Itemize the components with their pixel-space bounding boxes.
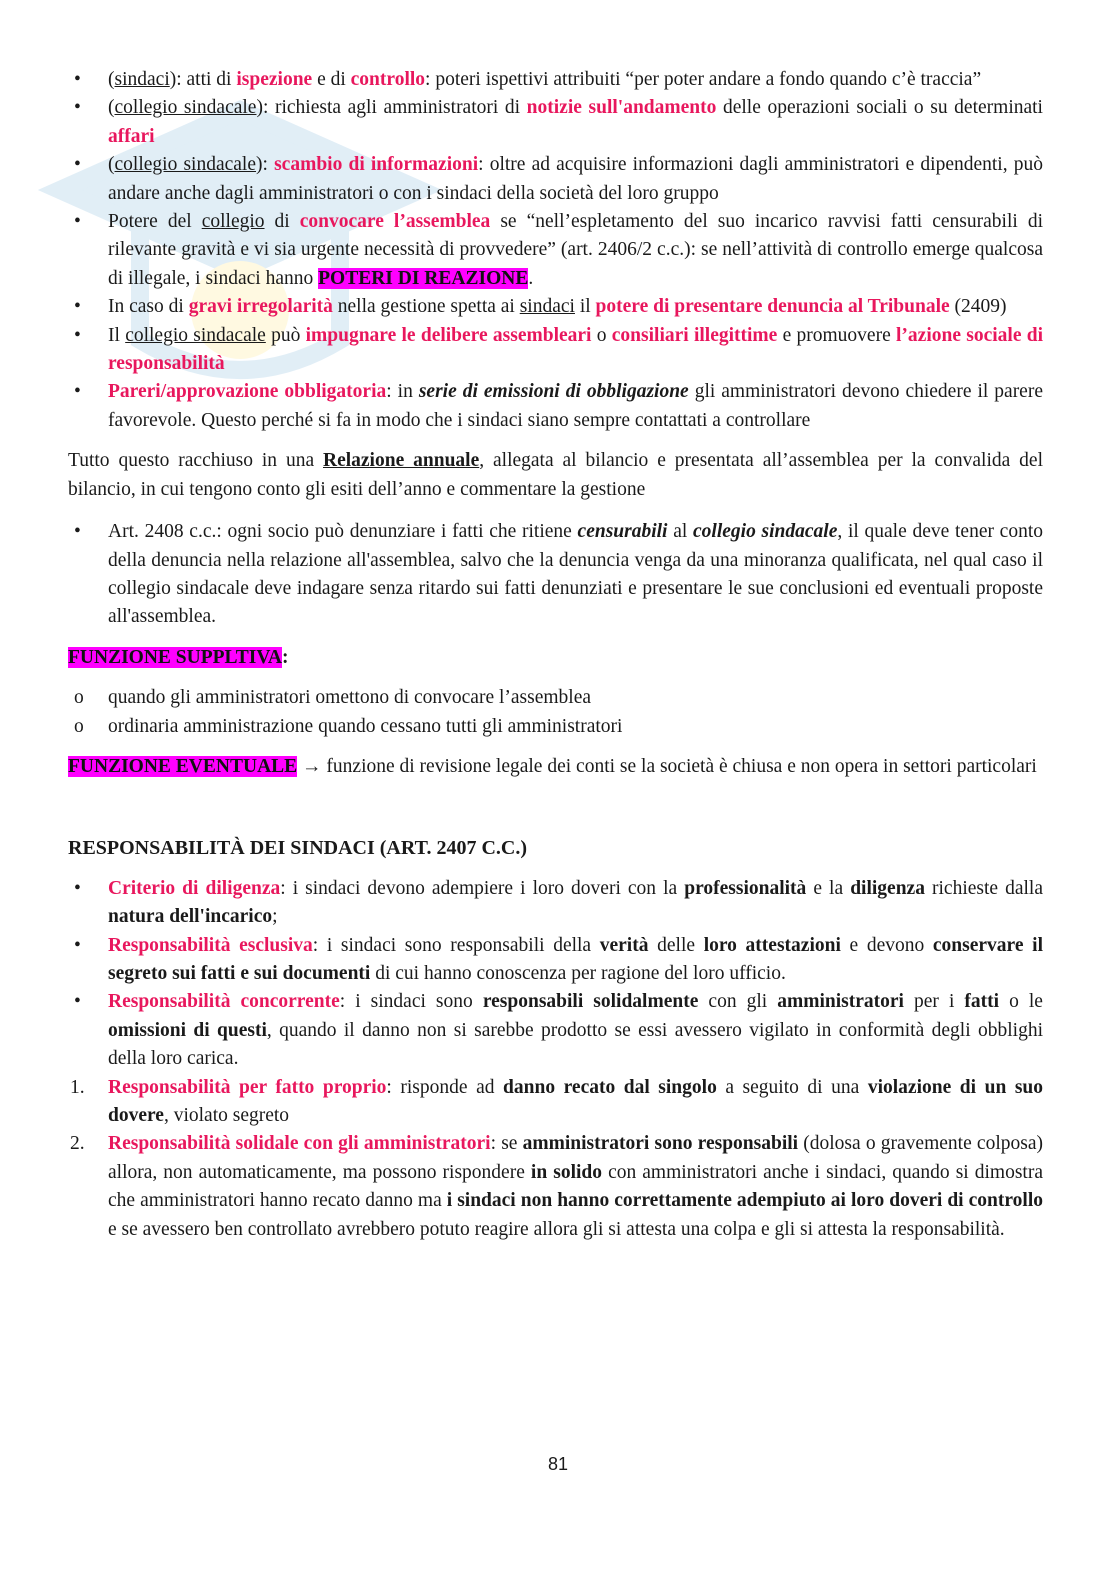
arrow-right-icon: → <box>302 755 322 777</box>
document-page <box>68 66 1043 1244</box>
funzione-eventuale-paragraph: FUNZIONE EVENTUALE → funzione di revisione legale dei conti se la società è chiusa e non opera in settori particolari <box>68 755 1037 777</box>
list-item: o ordinaria amministrazione quando cessano tutti gli amministratori <box>74 715 623 737</box>
list-item: o quando gli amministratori omettono di convocare l’assemblea <box>74 687 592 709</box>
funzione-suppletiva-heading: FUNZIONE SUPPLTIVA: <box>68 646 289 668</box>
list-item: • Potere del collegio di convocare l’assemblea se “nell’espletamento del suo incarico ravvisi fatti censurabili di rilevante gravità e vi sia urgente necessità di provvedere” (art. 2406/2 c.c.): se nell’attività di controllo emerge qualcosa di illegale, i sindaci hanno POTERI DI REAZIONE. <box>74 211 1043 289</box>
responsabilita-list <box>68 875 1043 1074</box>
section-heading: RESPONSABILITÀ DEI SINDACI (ART. 2407 C.C.) <box>68 837 527 860</box>
funzione-suppletiva-list <box>68 684 1043 741</box>
list-item: • Pareri/approvazione obbligatoria: in serie di emissioni di obbligazione gli amministratori devono chiedere il parere favorevole. Questo perché si fa in modo che i sindaci siano sempre contattati a controllare <box>74 381 1043 431</box>
page-number: 81 <box>547 1454 569 1474</box>
highlight-poteri: POTERI DI REAZIONE <box>318 267 529 289</box>
list-item: • (sindaci): atti di ispezione e di controllo: poteri ispettivi attribuiti “per poter andare a fondo quando c’è traccia” <box>74 69 982 90</box>
list-item: • Il collegio sindacale può impugnare le delibere assembleari o consiliari illegittime e promuovere l’azione sociale di responsabilità <box>74 324 1044 375</box>
list-item: 2. Responsabilità solidale con gli amministratori: se amministratori sono responsabili (dolosa o gravemente colposa) allora, non automaticamente, ma possono rispondere in solido con amministratori anche i sindaci, quando si dimostra che amministratori hanno recato danno ma i sindaci non hanno correttamente adempiuto ai loro doveri di controllo e se avessero ben controllato avrebbero potuto reagire allora gli si attesta una colpa e gli si attesta la responsabilità. <box>70 1133 1043 1240</box>
list-item: • Responsabilità concorrente: i sindaci sono responsabili solidalmente con gli amministratori per i fatti o le omissioni di questi, quando il danno non si sarebbe prodotto se essi avessero vigilato in conformità degli obblighi della loro carica. <box>74 991 1043 1070</box>
list-item: • Art. 2408 c.c.: ogni socio può denunziare i fatti che ritiene censurabili al collegio sindacale, il quale deve tener conto della denuncia nella relazione all'assemblea, salvo che la denuncia venga da una minoranza qualificata, nel qual caso il collegio sindacale deve indagare senza ritardo sui fatti denunziati e presentare le sue conclusioni ed eventuali proposte all'assemblea. <box>74 521 1044 628</box>
list-item: • (collegio sindacale): richiesta agli amministratori di notizie sull'andamento delle operazioni sociali o su determinati affari <box>74 97 1043 147</box>
list-item: • In caso di gravi irregolarità nella gestione spetta ai sindaci il potere di presentare denuncia al Tribunale (2409) <box>74 296 1007 318</box>
responsabilita-numbered-list <box>68 1074 1043 1244</box>
list-item: • Responsabilità esclusiva: i sindaci sono responsabili della verità delle loro attestazioni e devono conservare il segreto sui fatti e sui documenti di cui hanno conoscenza per ragione del loro ufficio. <box>74 934 1044 984</box>
relazione-paragraph: Tutto questo racchiuso in una Relazione annuale, allegata al bilancio e presentata all’assemblea per la convalida del bilancio, in cui tengono conto gli esiti dell’anno e commentare la gestione <box>68 450 1043 500</box>
sindaci-powers-list <box>68 66 1043 435</box>
list-item: 1. Responsabilità per fatto proprio: risponde ad danno recato dal singolo a seguito di una violazione di un suo dovere, violato segreto <box>70 1076 1044 1126</box>
art-2408-list <box>68 518 1043 632</box>
list-item: • (collegio sindacale): scambio di informazioni: oltre ad acquisire informazioni dagli amministratori e dipendenti, può andare anche dagli amministratori o con i sindaci della società del loro gruppo <box>74 154 1043 204</box>
list-item: • Criterio di diligenza: i sindaci devono adempiere i loro doveri con la professionalità e la diligenza richieste dalla natura dell'incarico; <box>74 877 1043 928</box>
